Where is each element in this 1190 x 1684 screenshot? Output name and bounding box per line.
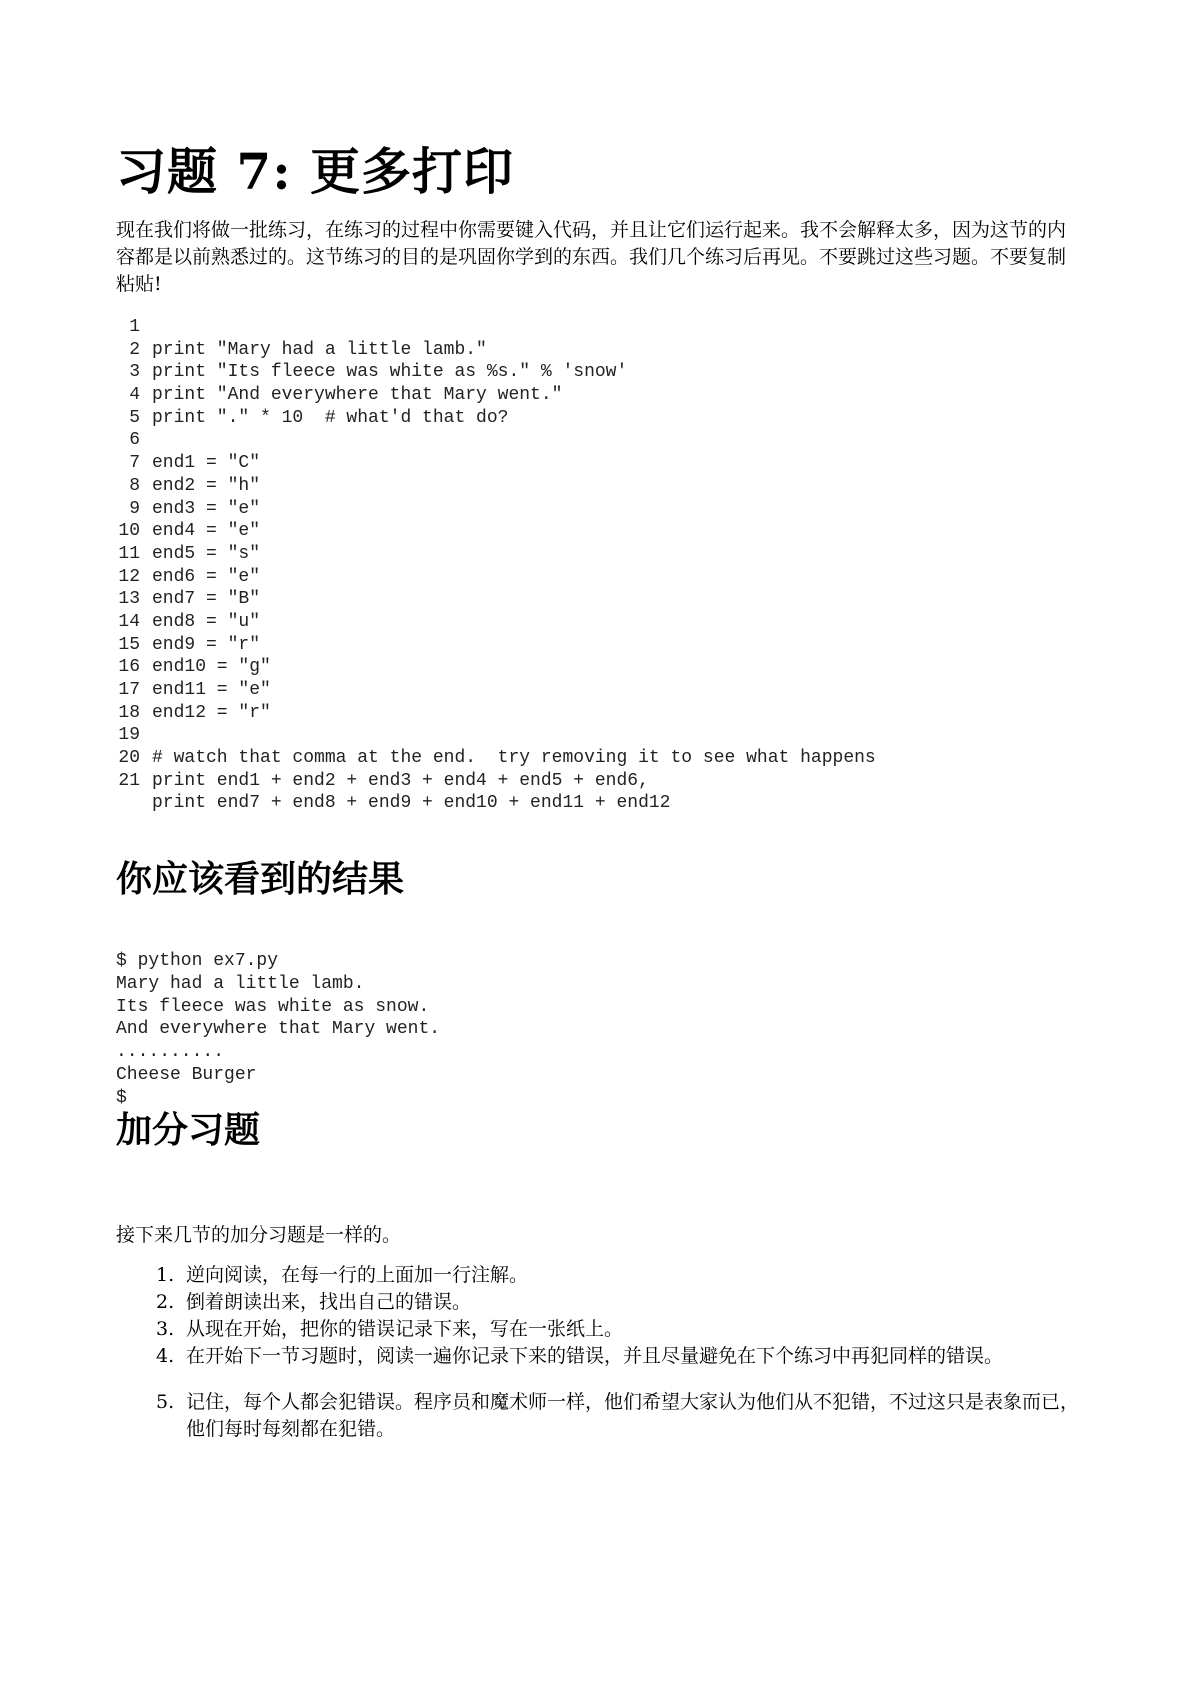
code-line [116, 475, 876, 498]
line-number: 3 [129, 362, 140, 383]
task-text: 倒着朗读出来，找出自己的错误。 [186, 1291, 472, 1313]
code-text: print end1 + end2 + end3 + end4 + end5 + end6, [152, 770, 649, 791]
code-line [116, 702, 876, 725]
code-line [116, 407, 876, 430]
code-line [116, 611, 876, 634]
code-line [116, 634, 876, 657]
code-text: # watch that comma at the end. try removing it to see what happens [152, 748, 876, 769]
code-text: end7 = "B" [152, 589, 261, 610]
code-line [116, 498, 876, 521]
code-text: print "Its fleece was white as %s." % 'snow' [152, 362, 628, 383]
line-number: 11 [118, 543, 140, 564]
task-number: 4. [156, 1345, 175, 1367]
code-text: print "Mary had a little lamb." [152, 339, 487, 360]
code-text: end9 = "r" [152, 634, 261, 655]
code-text: end10 = "g" [152, 657, 271, 678]
line-number: 21 [118, 770, 140, 791]
code-line [116, 452, 876, 475]
line-number: 4 [129, 385, 140, 406]
page-title: 习题 7: 更多打印 [116, 142, 515, 201]
code-text: end3 = "e" [152, 498, 261, 519]
task-number: 3. [156, 1318, 175, 1340]
code-line [116, 792, 876, 815]
task-text: 在开始下一节习题时，阅读一遍你记录下来的错误，并且尽量避免在下个练习中再犯同样的错误。 [186, 1345, 1004, 1367]
task-item [156, 1289, 1096, 1316]
task-item [156, 1262, 1096, 1289]
line-number: 15 [118, 634, 140, 655]
line-number: 10 [118, 521, 140, 542]
task-number: 2. [156, 1291, 175, 1313]
line-number: 9 [129, 498, 140, 519]
task-text: 记住，每个人都会犯错误。程序员和魔术师一样，他们希望大家认为他们从不犯错，不过这只是表象而已，他们每时每刻都在犯错。 [186, 1391, 1080, 1440]
code-line [116, 588, 876, 611]
extra-heading: 加分习题 [116, 1109, 261, 1151]
line-number: 2 [129, 339, 140, 360]
line-number: 5 [129, 407, 140, 428]
code-listing [116, 316, 876, 815]
code-line [116, 384, 876, 407]
code-text: end1 = "C" [152, 453, 261, 474]
task-item [156, 1316, 1096, 1343]
code-line [116, 566, 876, 589]
code-text: end11 = "e" [152, 680, 271, 700]
line-number: 12 [118, 566, 140, 587]
code-line [116, 543, 876, 566]
code-text: end2 = "h" [152, 475, 261, 496]
task-text: 逆向阅读，在每一行的上面加一行注解。 [186, 1264, 529, 1286]
program-output: $ python ex7.py Mary had a little lamb. Its fleece was white as snow. And everywhere that Mary went. .......... Cheese Burger $ [116, 951, 441, 1108]
line-number: 18 [118, 702, 140, 723]
line-number: 7 [129, 453, 140, 474]
code-text: end5 = "s" [152, 543, 261, 564]
code-line [116, 679, 876, 702]
result-heading: 你应该看到的结果 [116, 858, 405, 900]
code-text: end8 = "u" [152, 611, 261, 632]
code-line [116, 339, 876, 362]
code-text: print end7 + end8 + end9 + end10 + end11 + end12 [152, 793, 671, 814]
line-number [116, 792, 152, 815]
code-line [116, 429, 876, 452]
code-line [116, 520, 876, 543]
line-number: 6 [129, 430, 140, 451]
code-line [116, 316, 876, 339]
code-line [116, 770, 876, 793]
task-list [156, 1262, 1096, 1443]
line-number: 20 [118, 748, 140, 769]
task-number: 1. [156, 1264, 175, 1286]
line-number: 1 [129, 317, 140, 337]
code-line [116, 656, 876, 679]
task-text: 从现在开始，把你的错误记录下来，写在一张纸上。 [186, 1318, 624, 1340]
line-number: 13 [118, 589, 140, 610]
extra-intro: 接下来几节的加分习题是一样的。 [116, 1224, 402, 1246]
task-number: 5. [156, 1391, 175, 1413]
line-number: 16 [118, 657, 140, 678]
line-number: 8 [129, 475, 140, 496]
code-text: print "." * 10 # what'd that do? [152, 407, 509, 428]
code-text: end4 = "e" [152, 521, 261, 542]
line-number: 14 [118, 611, 140, 632]
code-line [116, 724, 876, 747]
task-item [156, 1389, 1096, 1443]
intro-paragraph: 现在我们将做一批练习，在练习的过程中你需要键入代码，并且让它们运行起来。我不会解释太多，因为这节的内容都是以前熟悉过的。这节练习的目的是巩固你学到的东西。我们几个练习后再见。不要跳过这些习题。不要复制粘贴! [116, 219, 1067, 295]
line-number: 19 [118, 725, 140, 746]
code-text: end12 = "r" [152, 702, 271, 723]
code-text: print "And everywhere that Mary went." [152, 385, 563, 406]
task-item [156, 1343, 1096, 1370]
code-line [116, 361, 876, 384]
line-number: 17 [118, 680, 140, 700]
code-line [116, 747, 876, 770]
code-text: end6 = "e" [152, 566, 261, 587]
